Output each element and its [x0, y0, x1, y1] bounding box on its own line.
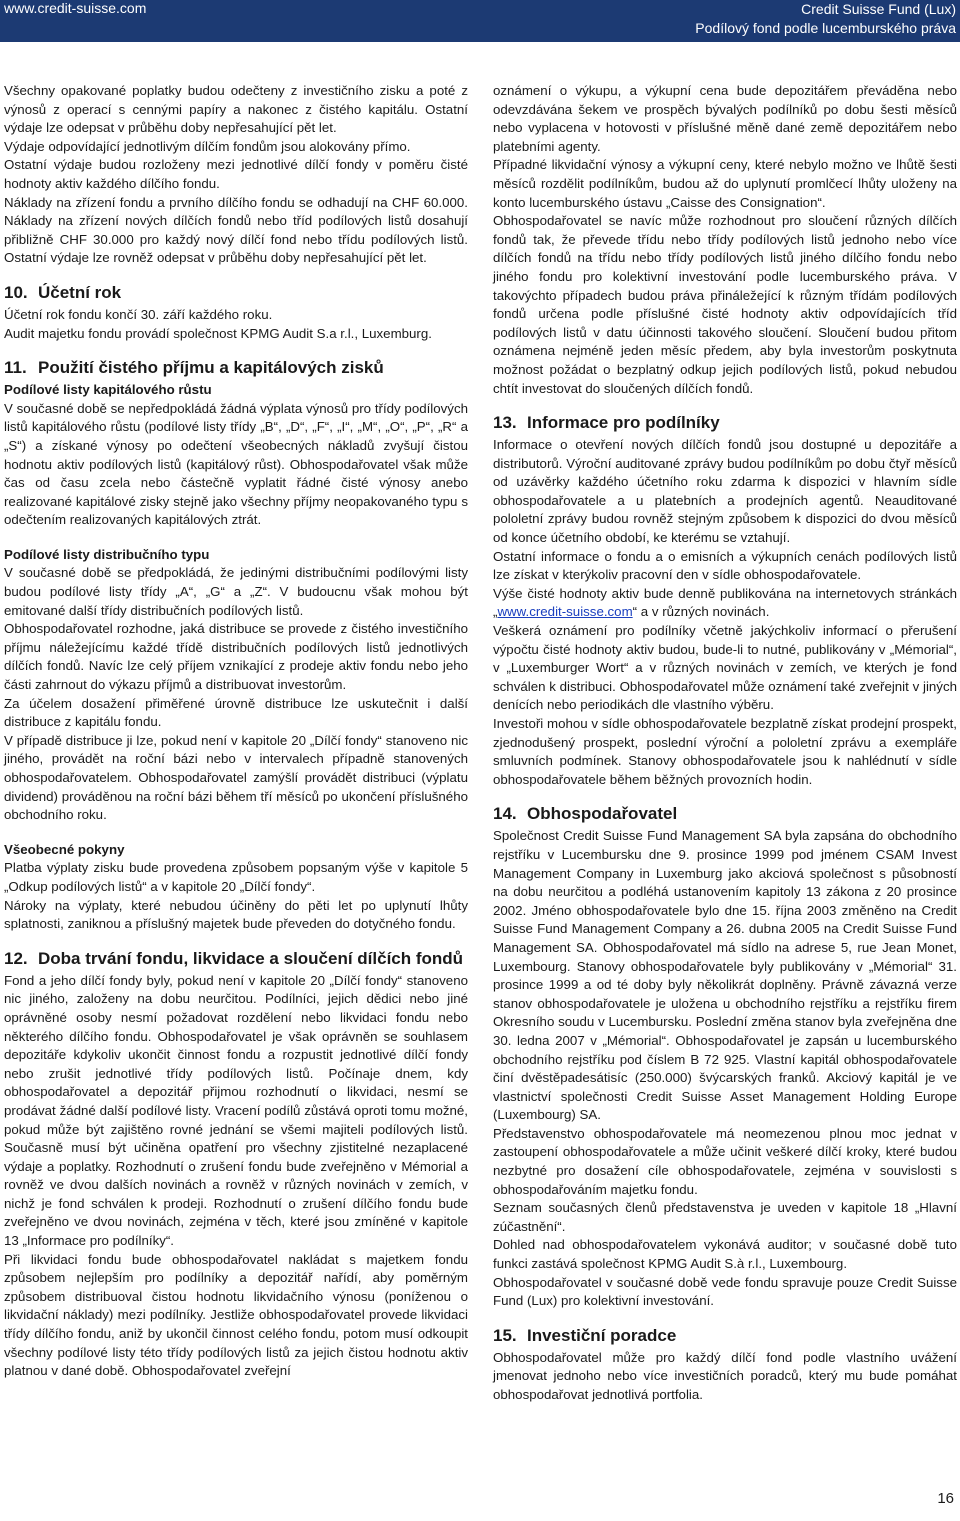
paragraph: Společnost Credit Suisse Fund Management SA byla zapsána do obchodního rejstříku v Lucembursku dne 9. prosince 1999 pod jménem CSAM Invest Management Company in Luxemburg jako akciová společnost s působností na dobu neurčitou a podléhá ustanovením kapitoly 13 zákona z 20 prosince 2002. Jméno obhospodařovatele bylo dne 15. října 2003 změněno na Credit Suisse Fund Management Company a 26. dubna 2005 na Credit Suisse Fund Management SA. Obhospodařovatel má sídlo na adrese 5, rue Jean Monet, Luxembourg. Stanovy obhospodařovatele byly publikovány v „Mémorial“ 31. prosince 1999 a od té doby byly několikrát doplněny. Právně závazná verze stanov obhospodařovatele je uložena u obchodního rejstříku a rejstříku firem Okresního soudu v Lucembursku. Poslední změna stanov byla zveřejněna dne 30. ledna 2007 v „Mémorial“. Obhospodařovatel je zapsán u lucemburského obchodního rejstříku pod číslem B 72 925. Vlastní kapitál obhospodařovatele činí dvěstěpadesátisíc (250.000) švýcarských franků. Akciový kapitál je ve vlastnictví společnosti Credit Suisse Asset Management Holding Europe (Luxembourg) SA. [493, 828, 957, 1123]
fund-subtitle: Podílový fond podle lucemburského práva [695, 20, 956, 36]
section-number: 14. [493, 804, 517, 824]
text-run: Výše čisté hodnoty aktiv bude denně publikována na internetovych stránkách „ [493, 585, 957, 620]
paragraph: Účetní rok fondu končí 30. září každého roku. [4, 306, 273, 322]
section-title: Použití čistého příjmu a kapitálových zisků [38, 358, 384, 378]
paragraph: Informace o otevření nových dílčích fondů jsou dostupné u depozitáře a distributorů. Výroční auditované zprávy budou podílníkům po dobu čtyř měsíců od uzávěrky každého účetního roku zdarma k dispozici v hlavním sídle obhospodařovatele a u platebních a prodejních agentů. Neauditované pololetní zprávy budou rovněž stejným způsobem k dispozici do dvou měsíců od konce účetního období, ke kterému se vztahují. [493, 437, 957, 546]
paragraph: Dohled nad obhospodařovatelem vykonává auditor; v současné době tuto funkci zastává společnost KPMG Audit S.à r.l., Luxembourg. [493, 1237, 957, 1272]
paragraph: Obhospodařovatel se navíc může rozhodnout pro sloučení různých dílčích fondů tak, že převede třídu nebo třídy podílových listů jednoho nebo více dílčích fondů na třídu nebo třídy podílových listů jiného dílčího fondu nebo jiného fondu pro kolektivní investování podle lucemburského práva. V takovýchto případech budou práva přináležející k různým třídám podílových fondů určena podle příslušné čisté hodnoty aktiv odpovídajících tříd podílových listů v datu účinnosti takového sloučení. Sloučení budou přitom oznámena nejméně jeden měsíc předem, aby byla investorům poskytnuta možnost požádat o bezplatný odkup jejich podílových listů, pokud nebudou chtít investovat do sloučených dílčích fondů. [493, 213, 957, 396]
paragraph: Ostatní výdaje budou rozloženy mezi jednotlivé dílčí fondy v poměru čisté hodnoty aktiv každého dílčího fondu. [4, 157, 468, 191]
paragraph: Při likvidaci fondu bude obhospodařovatel nakládat s majetkem fondu způsobem nejlepším pro podílníky a depozitář nařídí, aby poměrným způsobem distribuoval čistou hodnotu likvidačního výnosu (poníženou o likvidační náklady) mezi podílníky. Jestliže obhospodařovatel provede likvidaci třídy dílčího fondu, aniž by ukončil činnost celého fondu, potom musí odkoupit všechny podílové listy této třídy podílových listů za jejich čistou hodnotu aktiv platnou v dané době. Obhospodařovatel zveřejní [4, 1251, 468, 1379]
section-number: 10. [4, 282, 28, 302]
paragraph: Obhospodařovatel v současné době vede fondu spravuje pouze Credit Suisse Fund (Lux) pro kolektivní investování. [493, 1274, 957, 1309]
page-number: 16 [937, 1490, 954, 1507]
paragraph [493, 585, 957, 622]
paragraph: Obhospodařovatel rozhodne, jaká distribuce se provede z čistého investičního příjmu náležejícímu každé třídě distribučních podílových listů jednotlivých dílčích fondů. Navíc lze celý příjem vznikající z prodeje aktiv fondu nebo jeho části zahrnout do výkazu příjmů a distribuovat investorům. [4, 621, 468, 693]
section-heading-15 [493, 1325, 957, 1347]
section-number: 13. [493, 413, 517, 433]
header-band [0, 0, 960, 42]
header-title [695, 0, 956, 38]
section-number: 11. [4, 358, 27, 378]
section-heading-12 [4, 948, 468, 970]
subheading: Všeobecné pokyny [4, 841, 125, 857]
paragraph: Za účelem dosažení přiměřené úrovně distribuce lze uskutečnit i další distribuce z kapitálu fondu. [4, 695, 468, 730]
paragraph: Ostatní informace o fondu a o emisních a výkupních cenách podílových listů lze získat v kterýkoliv pracovní den v sídle obhospodařovatele. [493, 548, 957, 583]
paragraph: Fond a jeho dílčí fondy byly, pokud není v kapitole 20 „Dílčí fondy“ stanoveno nic jiného, založeny na dobu neurčitou. Podílníci, jejich dědici nebo jiné oprávněné osoby nesmí požadovat rozdělení nebo likvidaci fondu nebo některého dílčího fondu. Obhospodařovatel je však oprávněn se souhlasem depozitáře kdykoliv ukončit činnost fondu a rozpustit jednotlivé dílčí fondy nebo zrušit jednotlivé třídy podílových listů. Počínaje dnem, kdy obhospodařovatel a depozitář přijmou rozhodnutí o likvidaci, nesmí se prodávat žádné další podílové listy. Vracení podílů zůstává oproti tomu možné, pokud může být zajištěno rovné jednání se všemi majiteli podílových listů. Současně musí být učiněna opatření pro všechny zjistitelné nezaplacené výdaje a poplatky. Rozhodnutí o zrušení fondu bude zveřejněno v Mémorial a rovněž ve dvou dalších novinách a rovněž v různých novinách v zemích, v nichž je fond schválen k prodeji. Rozhodnutí o zrušení dílčího fondu bude zveřejněno ve dvou novinách, zejména v těch, které jsou zmíněné v kapitole 13 „Informace pro podílníky“. [4, 972, 468, 1249]
paragraph: V současné době se nepředpokládá žádná výplata výnosů pro třídy podílových listů kapitálového růstu (podílové listy třídy „B“, „D“, „F“, „I“, „M“, „O“, „P“, „R“ a „S“) a získané výnosy po odečtení všeobecných nákladů zvyšují čistou hodnotu aktiv podílových listů (kapitálový růst). Obhospodařovatel však může čas od času zcela nebo částečně vyplatit řádné čisté výnosy anebo realizované kapitálové zisky stejně jako všechny příjmy neopakovaného typu s odečtením realizovaných kapitálových ztrát. [4, 400, 468, 528]
subheading: Podílové listy distribučního typu [4, 546, 210, 562]
paragraph: Nároky na výplaty, které nebudou účiněny do pěti let po uplynutí lhůty splatnosti, zaniknou a příslušný majetek bude převeden do dotyčného fondu. [4, 897, 468, 932]
text-run: “ a v různých novinách. [632, 604, 770, 620]
paragraph: Seznam současných členů představenstva je uveden v kapitole 18 „Hlavní zúčastnění“. [493, 1200, 957, 1234]
paragraph: Audit majetku fondu provádí společnost KPMG Audit S.a r.l., Luxemburg. [4, 325, 432, 341]
right-column [493, 82, 957, 1405]
section-title: Účetní rok [38, 282, 122, 302]
paragraph: Veškerá oznámení pro podílníky včetně jakýchkoliv informací o přerušení výpočtu čisté hodnoty aktiv budou, bude-li to nutné, publikovány v „Mémorial“, v „Luxemburger Wort“ a v různých novinách v zemích, ve kterých je fond schválen k distribuci. Obhospodařovatel může oznámení také zveřejnit v jiných denících nebo periodikách dle vlastního výběru. [493, 623, 957, 713]
paragraph: Případné likvidační výnosy a výkupní ceny, které nebylo možno ve lhůtě šesti měsíců rozdělit podílníkům, budou až do uplynutí promlčecí lhůty uloženy na konto lucemburského ústavu „Caisse des Consignation“. [493, 157, 957, 210]
section-title: Obhospodařovatel [527, 804, 678, 824]
paragraph: Obhospodařovatel může pro každý dílčí fond podle vlastního uvážení jmenovat jednoho nebo více investičních poradců, který mu bude pomáhat obhospodařovat jednotlivá portfolia. [493, 1349, 957, 1402]
left-column [4, 82, 468, 1381]
website-link[interactable]: www.credit-suisse.com [4, 0, 147, 16]
section-number: 12. [4, 948, 28, 968]
section-heading-14 [493, 803, 957, 825]
section-title: Doba trvání fondu, likvidace a sloučení dílčích fondů [38, 948, 464, 968]
fund-name: Credit Suisse Fund (Lux) [801, 1, 956, 17]
paragraph: Náklady na zřízení fondu a prvního dílčího fondu se odhadují na CHF 60.000. Náklady na zřízení nových dílčích fondů nebo tříd podílových listů dosahují přibližně CHF 30.000 pro každý nový dílčí fond nebo třídu podílových listů. Ostatní výdaje lze rovněž odepsat v průběhu doby nepřesahující pět let. [4, 194, 468, 266]
paragraph: Platba výplaty zisku bude provedena způsobem popsaným výše v kapitole 5 „Odkup podílových listů“ a v kapitole 20 „Dílčí fondy“. [4, 860, 468, 894]
paragraph: oznámení o výkupu, a výkupní cena bude depozitářem převáděna nebo odevzdávána šekem ve prospěch bývalých podílníků po dobu šesti měsíců nebo vyplacena v hotovosti v příslušné měně dané země depozitářem nebo platebními agenty. [493, 83, 957, 154]
paragraph: V současné době se předpokládá, že jedinými distribučními podílovými listy budou podílové listy třídy „A“, „G“ a „Z“. V budoucnu však mohou být emitované další třídy distribučních podílových listů. [4, 565, 468, 618]
section-heading-10 [4, 282, 468, 304]
subheading: Podílové listy kapitálového růstu [4, 382, 212, 398]
section-title: Informace pro podílníky [527, 413, 720, 433]
section-heading-11 [4, 357, 468, 379]
section-number: 15. [493, 1325, 517, 1345]
paragraph: Představenstvo obhospodařovatele má neomezenou plnou moc jednat v zastoupení obhospodařovatele a může učinit veškeré dílčí kroky, které budou nezbytné pro dosažení cíle obhospodařovatele, zejména v souvislosti s obhospodařováním majetku fondu. [493, 1125, 957, 1197]
section-title: Investiční poradce [527, 1325, 677, 1345]
paragraph: Všechny opakované poplatky budou odečteny z investičního zisku a poté z výnosů z operací s cennými papíry a nakonec z čistého kapitálu. Ostatní výdaje lze odepsat v průběhu doby nepřesahující pět let. [4, 83, 468, 136]
credit-suisse-link[interactable]: www.credit-suisse.com [497, 604, 633, 620]
paragraph: Investoři mohou v sídle obhospodařovatele bezplatně získat prodejní prospekt, zjednodušený prospekt, poslední výroční a pololetní zprávu a exempláře smluvních podmínek. Stanovy obhospodařovatele jsou k nahlédnutí v sídle obhospodařovatele během běžných provozních hodin. [493, 716, 957, 787]
section-heading-13 [493, 412, 957, 434]
paragraph: V případě distribuce ji lze, pokud není v kapitole 20 „Dílčí fondy“ stanoveno nic jiného, provádět na roční bázi nebo v intervalech případně stanovených obhospodařovatelem. Obhospodařovatel zamýšlí provádět distribuci (výplatu dividend) prováděnou na roční bázi během tří měsíců po ukončení příslušného obchodního roku. [4, 732, 468, 823]
paragraph: Výdaje odpovídající jednotlivým dílčím fondům jsou alokovány přímo. [4, 138, 411, 154]
